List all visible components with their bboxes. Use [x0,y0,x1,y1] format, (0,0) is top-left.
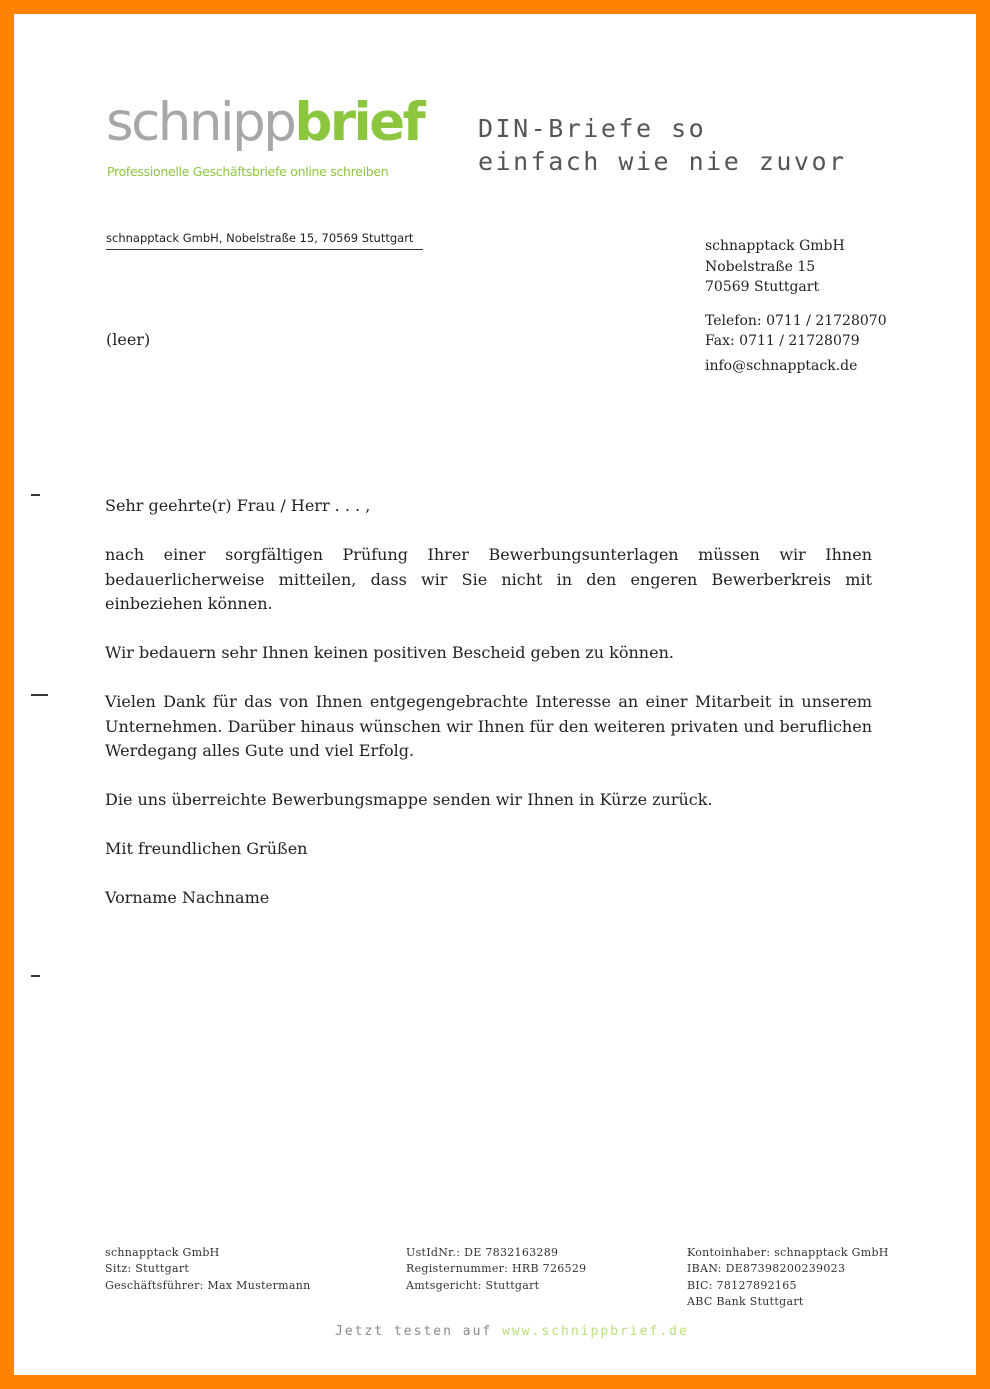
sender-phone: Telefon: 0711 / 21728070 [705,312,887,329]
logo-tagline: Professionelle Geschäftsbriefe online schreiben [107,164,389,179]
body-paragraph: nach einer sorgfältigen Prüfung Ihrer Bewerbungsunterlagen müssen wir Ihnen bedauerlicherweise mitteilen, dass wir Sie nicht in den engeren Bewerberkreis mit einbeziehen können. [105,545,872,613]
footer-line: Amtsgericht: Stuttgart [406,1278,540,1292]
footer-line: Geschäftsführer: Max Mustermann [105,1278,311,1292]
promo-text: Jetzt testen auf [335,1324,493,1339]
logo-part-schnipp: schnipp [106,92,295,153]
signature-name: Vorname Nachname [105,888,270,907]
slogan [478,112,847,178]
logo-part-brief: brief [294,92,424,153]
closing: Mit freundlichen Grüßen [105,839,308,858]
footer-line: ABC Bank Stuttgart [687,1294,804,1308]
salutation: Sehr geehrte(r) Frau / Herr . . . , [105,496,371,515]
sender-street: Nobelstraße 15 [705,258,816,275]
letter-body [105,494,872,935]
footer-line: BIC: 78127892165 [687,1278,797,1292]
footer-registration-info [406,1245,586,1294]
footer-line: UstIdNr.: DE 7832163289 [406,1246,559,1259]
footer-line: Sitz: Stuttgart [105,1262,190,1276]
sender-company: schnapptack GmbH [705,238,845,254]
promo-link[interactable]: www.schnippbrief.de [502,1324,689,1339]
footer-line: Kontoinhaber: schnapptack GmbH [687,1246,889,1259]
fold-mark-top [31,494,40,496]
slogan-line-1: DIN-Briefe so [478,114,707,143]
slogan-line-2: einfach wie nie zuvor [478,147,847,176]
footer-bank-info [687,1245,889,1310]
footer-line: schnapptack GmbH [105,1246,220,1259]
sender-email: info@schnapptack.de [705,357,858,374]
sender-block [705,236,887,376]
sender-fax: Fax: 0711 / 21728079 [705,333,860,349]
footer-promo [335,1324,689,1339]
brand-logo [106,92,424,153]
body-paragraph: Wir bedauern sehr Ihnen keinen positiven Bescheid geben zu können. [105,643,674,662]
return-address-line: schnapptack GmbH, Nobelstraße 15, 70569 Stuttgart [106,231,423,250]
body-paragraph: Die uns überreichte Bewerbungsmappe senden wir Ihnen in Kürze zurück. [105,790,713,809]
body-paragraph: Vielen Dank für das von Ihnen entgegengebrachte Interesse an einer Mitarbeit in unserem Unternehmen. Darüber hinaus wünschen wir Ihnen für den weiteren privaten und beruflichen Werdegang alles Gute und viel Erfolg. [105,692,872,760]
sender-city: 70569 Stuttgart [705,279,820,295]
footer-line: IBAN: DE87398200239023 [687,1262,846,1276]
recipient-address: (leer) [106,330,151,349]
footer-line: Registernummer: HRB 726529 [406,1262,587,1276]
fold-mark-bottom [31,975,40,977]
footer-company-info [105,1245,311,1294]
hole-punch-mark [31,694,48,696]
